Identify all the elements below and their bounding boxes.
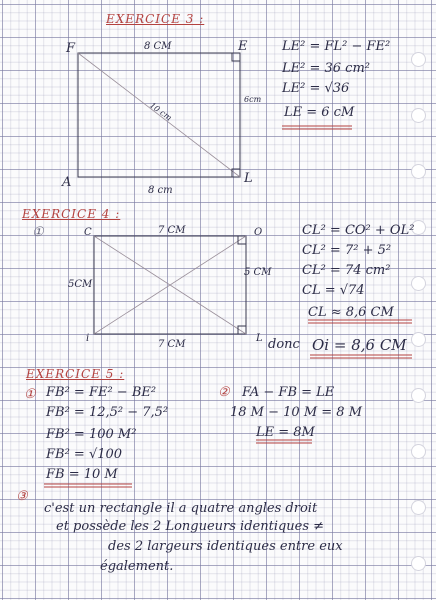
ex5-left-line-1: FB² = FE² − BE² bbox=[46, 385, 157, 400]
ex5-right-line-2: 18 M − 10 M = 8 M bbox=[230, 405, 362, 420]
ex4-vertex-c: C bbox=[84, 227, 92, 238]
ex3-vertex-a: A bbox=[62, 175, 72, 190]
ex5-part3-number: ③ bbox=[16, 489, 28, 504]
ex3-work-line-3: LE² = √36 bbox=[282, 81, 350, 96]
ex3-title: EXERCICE 3 : bbox=[106, 12, 205, 26]
ex5-right-result: LE = 8M bbox=[256, 425, 315, 440]
ex5-text-line-2: et possède les 2 Longueurs identiques ≠ bbox=[56, 519, 325, 534]
ex4-work-line-1: CL² = CO² + OL² bbox=[302, 223, 415, 238]
ex5-right-line-1: FA − FB = LE bbox=[242, 385, 335, 400]
ex3-dim-diagonal: 10 cm bbox=[148, 100, 174, 123]
ex5-left-line-4: FB² = √100 bbox=[46, 447, 123, 462]
ex4-title: EXERCICE 4 : bbox=[22, 207, 121, 221]
ex4-answer: Oi = 8,6 CM bbox=[312, 336, 407, 354]
ex3-vertex-f: F bbox=[66, 41, 76, 56]
ex5-text-line-3: des 2 largeurs identiques entre eux bbox=[108, 539, 343, 554]
ex5-text-line-1: c'est un rectangle il a quatre angles droit bbox=[44, 501, 318, 516]
ex4-vertex-i: i bbox=[86, 333, 90, 344]
ex3-vertex-e: E bbox=[238, 39, 248, 54]
ex5-left-result: FB = 10 M bbox=[46, 467, 118, 482]
ex3-work-line-2: LE² = 36 cm² bbox=[282, 61, 370, 76]
ex4-work-line-3: CL² = 74 cm² bbox=[302, 263, 391, 278]
ex4-dim-top: 7 CM bbox=[158, 225, 186, 236]
ex3-dim-top: 8 CM bbox=[144, 41, 172, 52]
ex4-dim-left: 5CM bbox=[68, 279, 93, 290]
ex5-part1-number: ① bbox=[24, 387, 36, 402]
ex4-donc: donc bbox=[268, 337, 300, 352]
ex4-vertex-l: L bbox=[256, 333, 263, 344]
ex4-vertex-o: O bbox=[254, 227, 263, 238]
ex5-title: EXERCICE 5 : bbox=[26, 367, 125, 381]
ex4-dim-right: 5 CM bbox=[244, 267, 272, 278]
ex5-part2-number: ② bbox=[218, 385, 230, 400]
ex4-dim-bottom: 7 CM bbox=[158, 339, 186, 350]
ex5-text-line-4: également. bbox=[100, 559, 174, 574]
ex3-vertex-l: L bbox=[244, 171, 253, 186]
ex3-work-line-1: LE² = FL² − FE² bbox=[282, 39, 391, 54]
ex4-work-result: CL ≈ 8,6 CM bbox=[308, 305, 394, 320]
ex3-work-result: LE = 6 cM bbox=[284, 105, 355, 120]
ex4-work-line-4: CL = √74 bbox=[302, 283, 365, 298]
ex5-left-line-3: FB² = 100 M² bbox=[46, 427, 137, 442]
ex4-number: ① bbox=[32, 225, 44, 240]
ex3-dim-side: 6cm bbox=[244, 95, 262, 104]
ex3-dim-bottom: 8 cm bbox=[148, 185, 173, 196]
ex5-left-line-2: FB² = 12,5² − 7,5² bbox=[46, 405, 169, 420]
ex4-rectangle bbox=[94, 236, 246, 334]
ex4-work-line-2: CL² = 7² + 5² bbox=[302, 243, 392, 258]
